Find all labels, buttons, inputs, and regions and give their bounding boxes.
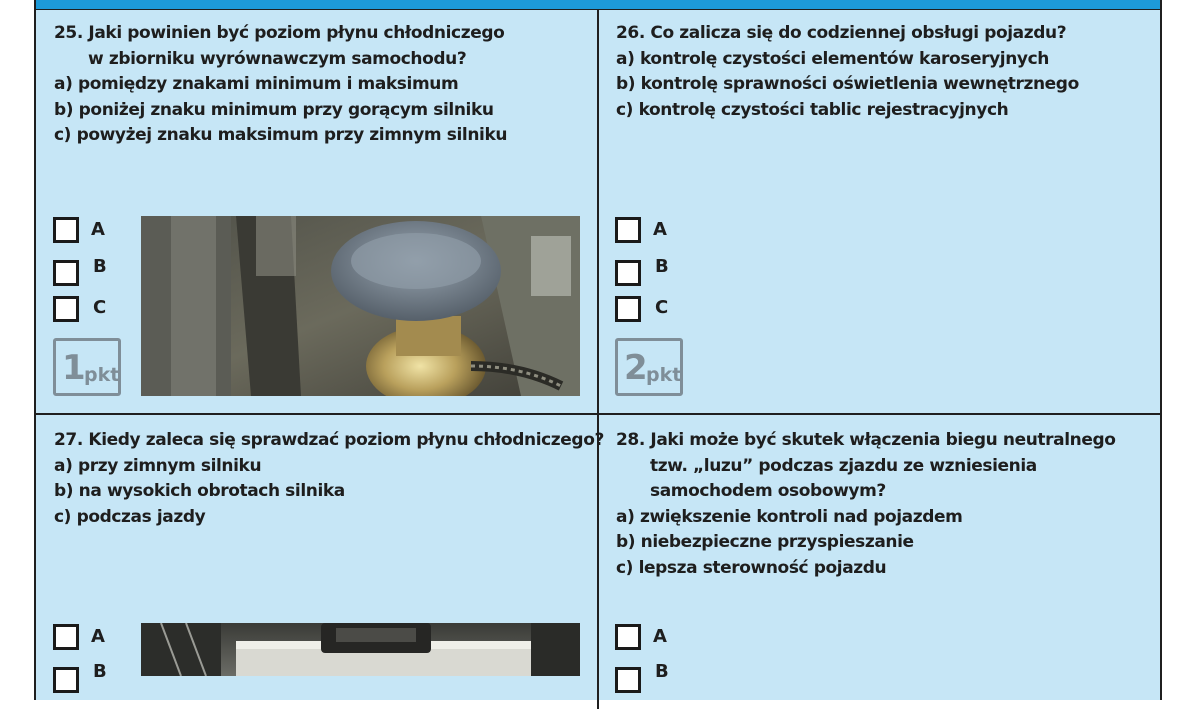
- q27-option-b[interactable]: [53, 661, 107, 693]
- q25-option-b-label: B: [93, 256, 107, 277]
- q28-checkbox-a[interactable]: [615, 624, 641, 650]
- q25-option-a[interactable]: [53, 217, 105, 243]
- question-27-answer-b: b) na wysokich obrotach silnika: [54, 481, 345, 501]
- question-28-title-line2: tzw. „luzu” podczas zjazdu ze wzniesienia: [650, 455, 1037, 476]
- q28-option-b[interactable]: [615, 661, 669, 693]
- q27-checkbox-b[interactable]: [53, 667, 79, 693]
- q25-option-c[interactable]: [53, 296, 107, 322]
- q26-option-a[interactable]: [615, 217, 667, 243]
- question-25-title-line1: 25. Jaki powinien być poziom płynu chłodniczego: [54, 23, 505, 43]
- q28-option-a-label: A: [653, 626, 667, 647]
- q27-option-a-label: A: [91, 626, 105, 647]
- question-27-answer-c: c) podczas jazdy: [54, 506, 206, 527]
- q25-option-c-label: C: [93, 297, 107, 318]
- exam-sheet: [34, 0, 1162, 700]
- q25-option-b[interactable]: [53, 256, 107, 286]
- question-28-answer-c: c) lepsza sterowność pojazdu: [616, 557, 887, 578]
- q25-checkbox-c[interactable]: [53, 296, 79, 322]
- q28-option-b-label: B: [655, 661, 669, 682]
- q26-points-unit: pkt: [646, 364, 682, 386]
- q25-option-a-label: A: [91, 219, 105, 240]
- q25-points-value: 1: [62, 348, 86, 388]
- question-25-title-line2: w zbiorniku wyrównawczym samochodu?: [88, 48, 467, 69]
- question-26-answer-a: a) kontrolę czystości elementów karoseryjnych: [616, 48, 1049, 69]
- question-26-answer-c: c) kontrolę czystości tablic rejestracyjnych: [616, 99, 1009, 120]
- question-25-answer-c: c) powyżej znaku maksimum przy zimnym silniku: [54, 125, 508, 145]
- q26-option-c[interactable]: [615, 296, 669, 322]
- q26-checkbox-a[interactable]: [615, 217, 641, 243]
- q26-checkbox-c[interactable]: [615, 296, 641, 322]
- q26-points-value: 2: [624, 348, 648, 388]
- engine-bay-photo: [141, 623, 580, 676]
- question-25-answer-b: b) poniżej znaku minimum przy gorącym silniku: [54, 99, 494, 120]
- q25-checkbox-b[interactable]: [53, 260, 79, 286]
- q26-option-c-label: C: [655, 297, 669, 318]
- question-27-title-line1: 27. Kiedy zaleca się sprawdzać poziom płynu chłodniczego?: [54, 430, 604, 450]
- question-28: [616, 428, 1116, 581]
- question-26-answer-b: b) kontrolę sprawności oświetlenia wewnętrznego: [616, 74, 1079, 94]
- q27-checkbox-a[interactable]: [53, 624, 79, 650]
- q27-option-b-label: B: [93, 661, 107, 682]
- question-28-title-line1: 28. Jaki może być skutek włączenia biegu neutralnego: [616, 430, 1116, 450]
- q26-option-b[interactable]: [615, 256, 669, 286]
- q25-checkbox-a[interactable]: [53, 217, 79, 243]
- question-28-title-line3: samochodem osobowym?: [650, 481, 886, 501]
- q27-option-a[interactable]: [53, 624, 105, 650]
- coolant-reservoir-photo: [141, 216, 580, 396]
- q26-option-a-label: A: [653, 219, 667, 240]
- q26-option-b-label: B: [655, 256, 669, 277]
- question-27-answer-a: a) przy zimnym silniku: [54, 455, 262, 476]
- row-divider: [36, 413, 1160, 415]
- question-25-answer-a: a) pomiędzy znakami minimum i maksimum: [54, 74, 459, 94]
- question-26: [616, 21, 1079, 123]
- q28-checkbox-b[interactable]: [615, 667, 641, 693]
- q26-checkbox-b[interactable]: [615, 260, 641, 286]
- q25-points-unit: pkt: [84, 364, 120, 386]
- q26-points-badge: [615, 338, 683, 396]
- q28-option-a[interactable]: [615, 624, 667, 650]
- question-27: [54, 428, 604, 530]
- question-28-answer-a: a) zwiększenie kontroli nad pojazdem: [616, 506, 963, 527]
- question-28-answer-b: b) niebezpieczne przyspieszanie: [616, 532, 914, 552]
- q25-points-badge: [53, 338, 121, 396]
- column-divider: [597, 9, 599, 709]
- question-25: [54, 21, 507, 149]
- question-26-title-line1: 26. Co zalicza się do codziennej obsługi pojazdu?: [616, 23, 1067, 43]
